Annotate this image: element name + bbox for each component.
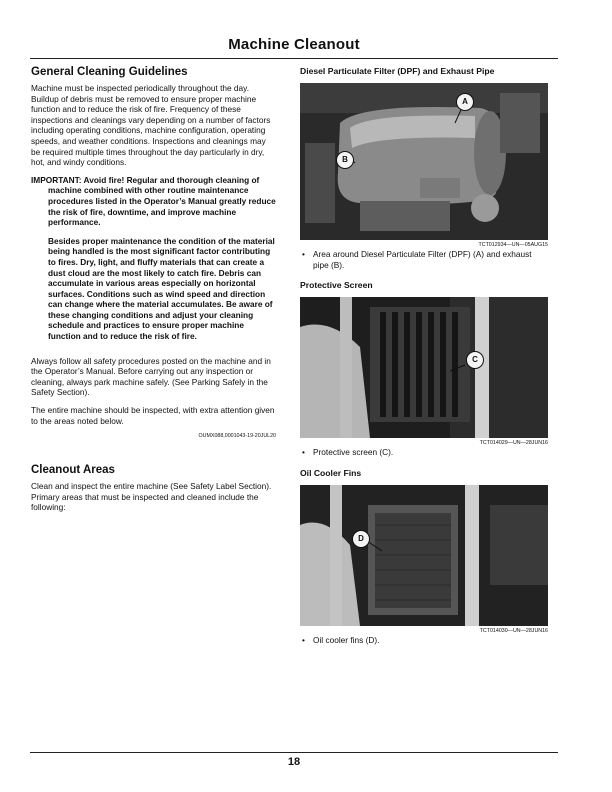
dpf-photo — [300, 83, 548, 240]
right-column — [300, 66, 548, 655]
bullet-marker: • — [302, 249, 305, 259]
dpf-heading: Diesel Particulate Filter (DPF) and Exhaust Pipe — [300, 66, 495, 76]
protective-screen-caption: TCT014029—UN—28JUN16 — [479, 440, 548, 447]
dpf-bullet — [300, 249, 548, 270]
dpf-bullet-text: Area around Diesel Particulate Filter (DPF) (A) and exhaust pipe (B). — [313, 249, 532, 270]
oil-cooler-bullet-text: Oil cooler fins (D). — [313, 634, 380, 645]
callout-a: A — [456, 93, 474, 111]
page-number: 18 — [287, 756, 301, 768]
callout-c: C — [466, 351, 484, 369]
safety-paragraph: Always follow all safety procedures posted on the machine and in the Operator’s Manual. Before carrying out any inspection or cleaning, always park machine safely. (See Parking Safely in the Safety Section). — [31, 355, 271, 398]
callout-b: B — [336, 151, 354, 169]
important-notice-continued: Besides proper maintenance the condition of the material being handled is the most significant factor contributing to fires. Dry, light, and fluffy materials that can create a dust cloud are the most likely to catch fire. Debris can accumulate in various areas especially on horizontal surfaces. Conditions such as wind speed and direction can change where the material accumulates. Be aware of these changing conditions and adjust your cleaning schedule and practices to ensure proper machine function and to reduce the risk of fire. — [48, 235, 275, 342]
protective-screen-bullet — [300, 447, 548, 458]
inspection-paragraph: The entire machine should be inspected, with extra attention given to the areas noted below. — [31, 405, 275, 426]
left-column — [31, 66, 276, 520]
general-cleaning-paragraph: Machine must be inspected periodically throughout the day. Buildup of debris must be removed to ensure proper machine function and to reduce the risk of fire. Frequency of these inspections and cleanings vary depending on a number of factors including operating conditions, machine configuration, operating speeds, and weather conditions. Inspections and cleanings may be required multiple times throughout the day particularly in dry, hot, and windy conditions. — [31, 83, 271, 168]
protective-screen-bullet-text: Protective screen (C). — [313, 447, 394, 458]
reference-code: OUMX088,0001043-19-20JUL20 — [198, 433, 276, 440]
important-notice: IMPORTANT: Avoid fire! Regular and thorough cleaning of machine combined with other routine maintenance procedures listed in the Operator’s Manual greatly reduce the risk of fire, downtime, and improve machine performance. — [31, 174, 276, 228]
general-cleaning-heading: General Cleaning Guidelines — [31, 66, 188, 78]
page-title: Machine Cleanout — [228, 36, 360, 53]
protective-screen-heading: Protective Screen — [300, 280, 373, 291]
callout-d: D — [352, 530, 370, 548]
dpf-caption: TCT012934—UN—05AUG15 — [478, 242, 548, 248]
footer-rule — [30, 752, 558, 753]
protective-screen-photo — [300, 297, 548, 438]
bullet-marker: • — [302, 634, 305, 645]
bullet-marker: • — [302, 447, 305, 458]
oil-cooler-photo — [300, 485, 548, 626]
cleanout-areas-heading: Cleanout Areas — [31, 464, 115, 477]
oil-cooler-caption: TCT014030—UN—28JUN16 — [479, 627, 548, 634]
oil-cooler-bullet — [300, 635, 548, 646]
oil-cooler-heading: Oil Cooler Fins — [300, 467, 362, 478]
cleanout-areas-paragraph: Clean and inspect the entire machine (See Safety Label Section). Primary areas that must be inspected and cleaned include the following: — [31, 481, 272, 513]
title-rule — [30, 58, 558, 59]
